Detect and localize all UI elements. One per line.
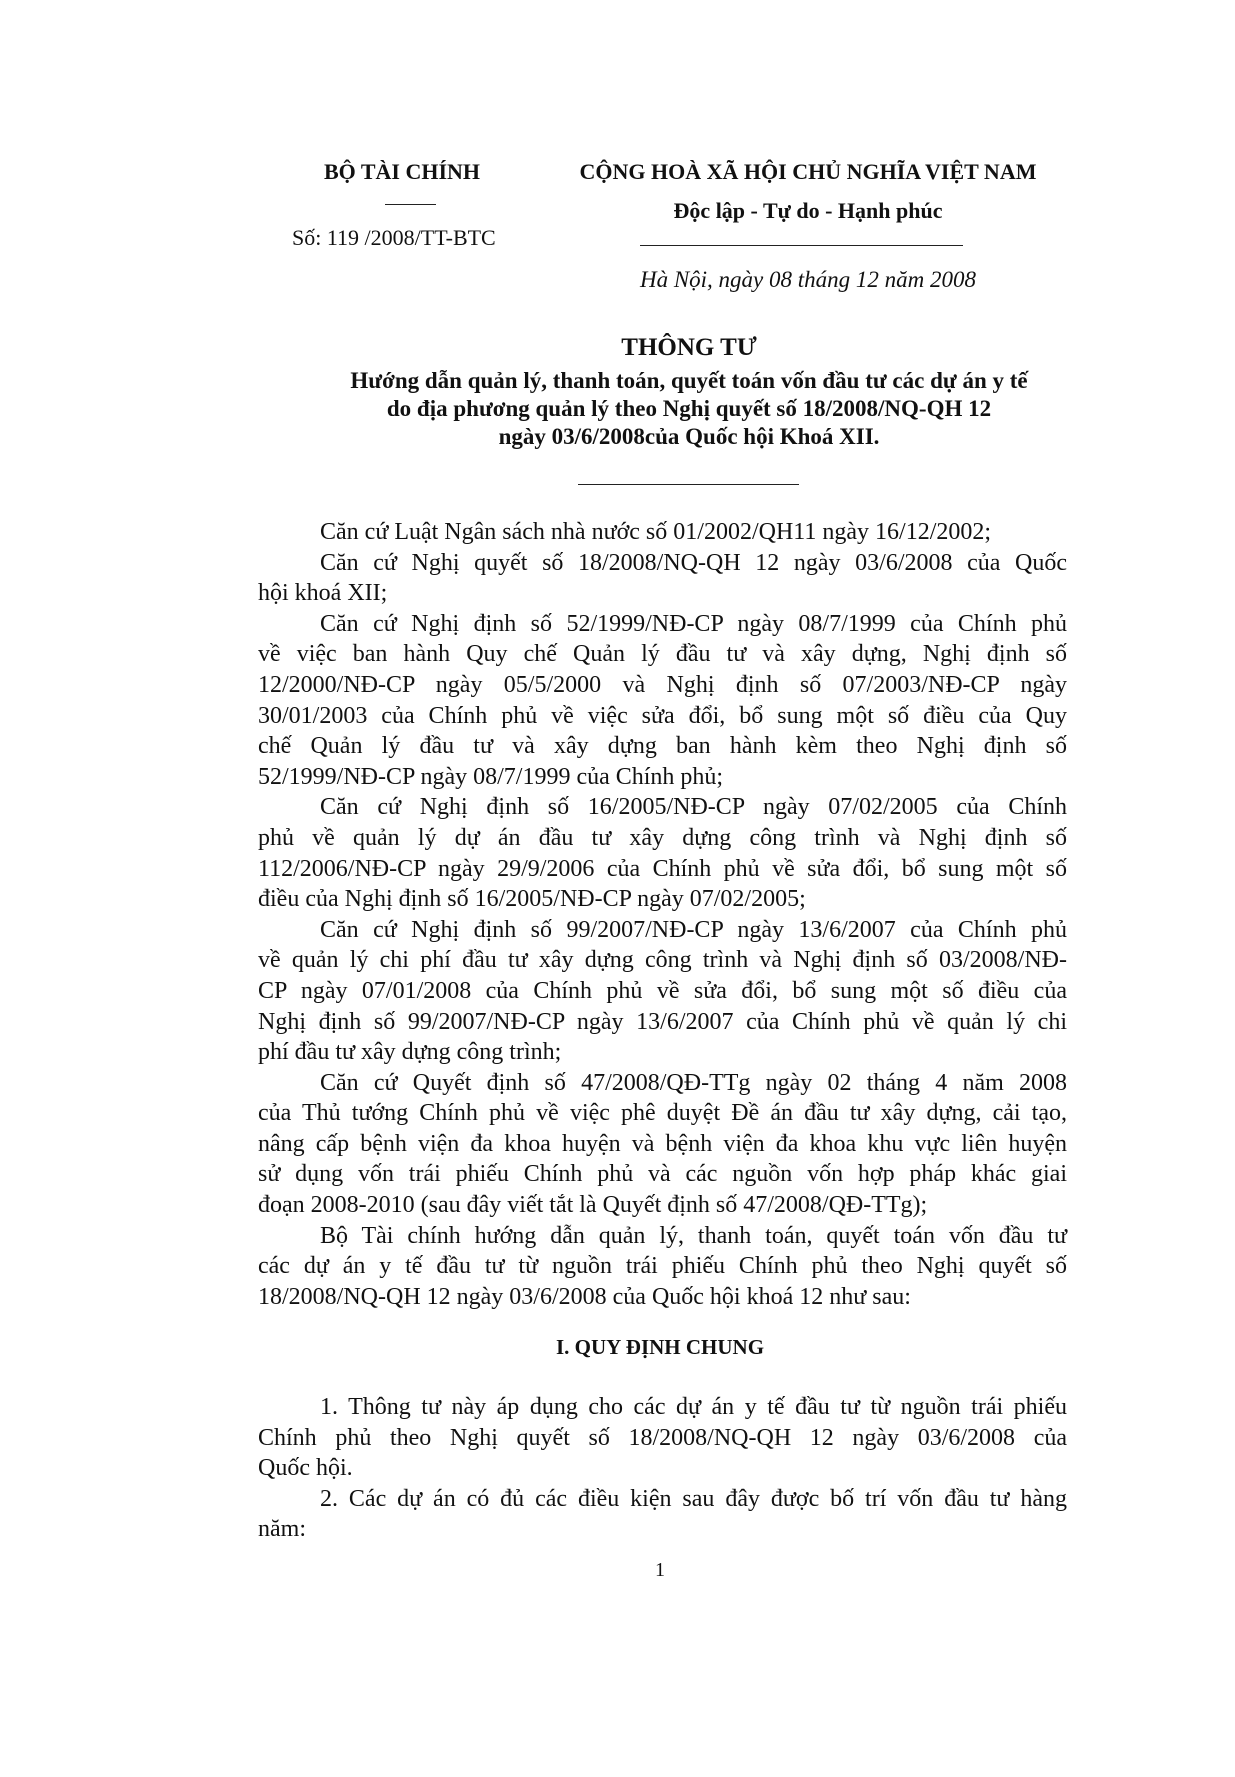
- text-line: Căn cứ Nghị định số 99/2007/NĐ-CP ngày 13/6/2007 của Chính phủ: [320, 916, 1067, 943]
- text-line: 112/2006/NĐ-CP ngày 29/9/2006 của Chính phủ về sửa đổi, bổ sung một số: [258, 855, 1067, 882]
- text-line: đoạn 2008-2010 (sau đây viết tắt là Quyết định số 47/2008/QĐ-TTg);: [258, 1192, 928, 1219]
- text-line: Căn cứ Nghị quyết số 18/2008/NQ-QH 12 ngày 03/6/2008 của Quốc: [320, 549, 1067, 576]
- text-line: 2. Các dự án có đủ các điều kiện sau đây được bố trí vốn đầu tư hàng: [320, 1485, 1067, 1512]
- document-title-line: ngày 03/6/2008của Quốc hội Khoá XII.: [498, 424, 880, 449]
- text-line: của Thủ tướng Chính phủ về việc phê duyệt Đề án đầu tư xây dựng, cải tạo,: [258, 1100, 1067, 1127]
- text-line: hội khoá XII;: [258, 580, 388, 607]
- text-line: Căn cứ Luật Ngân sách nhà nước số 01/2002/QH11 ngày 16/12/2002;: [320, 519, 992, 545]
- text-line: nâng cấp bệnh viện đa khoa huyện và bệnh viện đa khoa khu vực liên huyện: [258, 1130, 1067, 1157]
- text-line: CP ngày 07/01/2008 của Chính phủ về sửa đổi, bổ sung một số điều của: [258, 977, 1067, 1004]
- text-line: 18/2008/NQ-QH 12 ngày 03/6/2008 của Quốc hội khoá 12 như sau:: [258, 1283, 911, 1310]
- text-line: về việc ban hành Quy chế Quản lý đầu tư và xây dựng, Nghị định số: [258, 641, 1067, 668]
- section-body: [258, 1392, 1067, 1545]
- text-line: Căn cứ Quyết định số 47/2008/QĐ-TTg ngày 02 tháng 4 năm 2008: [320, 1069, 1067, 1096]
- text-line: về quản lý chi phí đầu tư xây dựng công trình và Nghị định số 03/2008/NĐ-: [258, 947, 1067, 974]
- text-line: Nghị định số 99/2007/NĐ-CP ngày 13/6/2007 của Chính phủ về quản lý chi: [258, 1008, 1067, 1035]
- motto-underline: [640, 245, 963, 246]
- text-line: năm:: [258, 1516, 306, 1543]
- text-line: Chính phủ theo Nghị quyết số 18/2008/NQ-QH 12 ngày 03/6/2008 của: [258, 1424, 1067, 1451]
- agency-underline: [385, 204, 436, 205]
- text-line: 30/01/2003 của Chính phủ về việc sửa đổi, bổ sung một số điều của Quy: [258, 702, 1067, 729]
- text-line: Căn cứ Nghị định số 16/2005/NĐ-CP ngày 07/02/2005 của Chính: [320, 794, 1067, 821]
- text-line: 12/2000/NĐ-CP ngày 05/5/2000 và Nghị định số 07/2003/NĐ-CP ngày: [258, 671, 1067, 698]
- national-motto: Độc lập - Tự do - Hạnh phúc: [673, 198, 943, 223]
- text-line: phủ về quản lý dự án đầu tư xây dựng công trình và Nghị định số: [258, 824, 1067, 851]
- document-title-line: Hướng dẫn quản lý, thanh toán, quyết toán vốn đầu tư các dự án y tế: [350, 368, 1028, 393]
- text-line: Quốc hội.: [258, 1455, 353, 1482]
- text-line: điều của Nghị định số 16/2005/NĐ-CP ngày 07/02/2005;: [258, 886, 806, 913]
- text-line: 1. Thông tư này áp dụng cho các dự án y tế đầu tư từ nguồn trái phiếu: [320, 1394, 1067, 1420]
- document-number: Số: 119 /2008/TT-BTC: [292, 225, 496, 250]
- preamble: [258, 517, 1067, 1312]
- text-line: 52/1999/NĐ-CP ngày 08/7/1999 của Chính phủ;: [258, 763, 724, 790]
- section-heading: I. QUY ĐỊNH CHUNG: [555, 1335, 765, 1359]
- title-divider: [578, 484, 799, 485]
- page-number: 1: [655, 1559, 665, 1581]
- place-date: Hà Nội, ngày 08 tháng 12 năm 2008: [639, 267, 977, 292]
- text-line: chế Quản lý đầu tư và xây dựng ban hành kèm theo Nghị định số: [258, 733, 1067, 760]
- country-name: CỘNG HOÀ XÃ HỘI CHỦ NGHĨA VIỆT NAM: [579, 159, 1037, 184]
- text-line: sử dụng vốn trái phiếu Chính phủ và các nguồn vốn hợp pháp khác giai: [258, 1161, 1067, 1188]
- text-line: Căn cứ Nghị định số 52/1999/NĐ-CP ngày 08/7/1999 của Chính phủ: [320, 610, 1067, 637]
- text-line: phí đầu tư xây dựng công trình;: [258, 1039, 562, 1066]
- agency-name: BỘ TÀI CHÍNH: [323, 159, 481, 184]
- document-title-line: do địa phương quản lý theo Nghị quyết số 18/2008/NQ-QH 12: [386, 396, 992, 421]
- text-line: Bộ Tài chính hướng dẫn quản lý, thanh toán, quyết toán vốn đầu tư: [320, 1222, 1067, 1249]
- text-line: các dự án y tế đầu tư từ nguồn trái phiếu Chính phủ theo Nghị quyết số: [258, 1253, 1067, 1280]
- document-type: THÔNG TƯ: [621, 334, 757, 361]
